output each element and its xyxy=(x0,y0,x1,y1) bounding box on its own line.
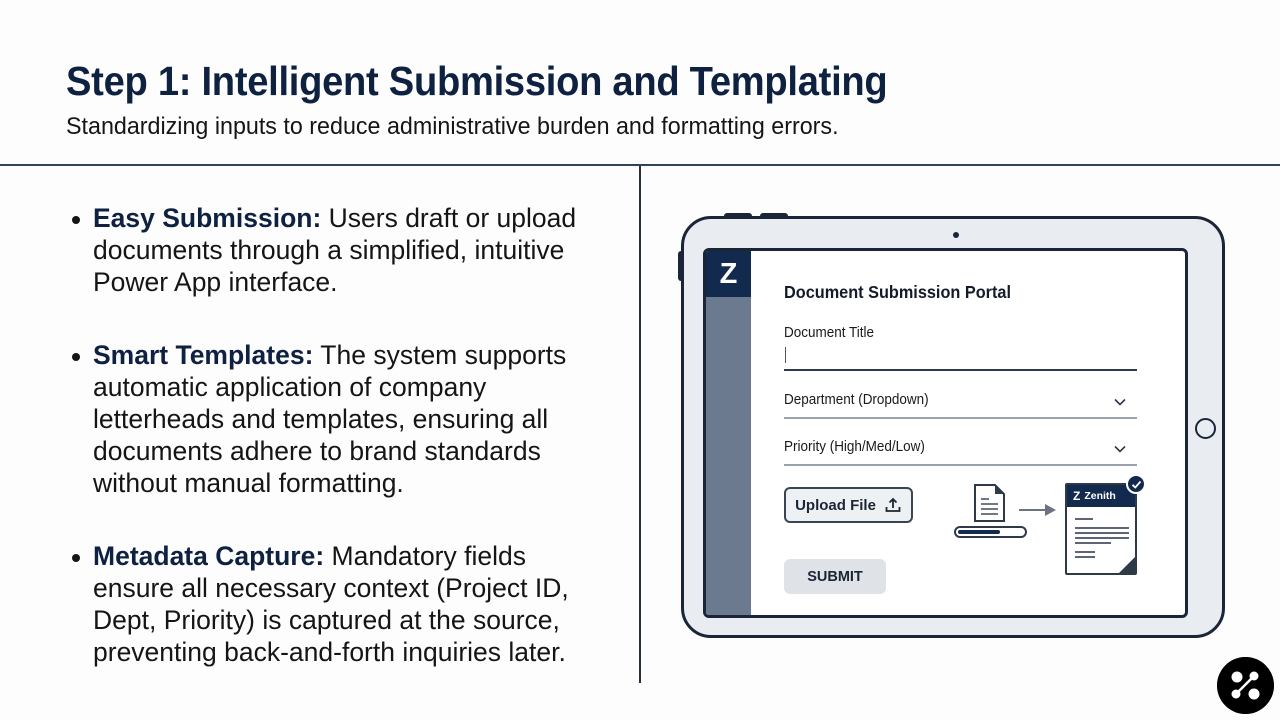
document-title-label: Document Title xyxy=(784,325,874,341)
tablet-illustration xyxy=(681,216,1225,638)
sidebar-rail xyxy=(706,251,751,615)
progress-fill xyxy=(958,530,1000,534)
portal-title: Document Submission Portal xyxy=(784,282,1011,302)
chevron-down-icon xyxy=(1113,395,1127,409)
page-fold-icon xyxy=(1119,557,1135,573)
camera-icon xyxy=(953,232,959,238)
upload-file-button[interactable]: Upload File xyxy=(784,487,913,523)
tablet-top-button xyxy=(760,213,788,218)
text-caret xyxy=(785,347,786,363)
feature-list xyxy=(70,202,610,709)
bullet-metadata-capture: Metadata Capture: Mandatory fields ensure all necessary context (Project ID, Dept, Priority) is captured at the source, preventing back-and-forth inquiries later. xyxy=(70,540,610,668)
arrow-right-icon xyxy=(1019,503,1057,517)
tablet-side-button xyxy=(678,251,683,281)
template-header: Z Zenith xyxy=(1067,485,1135,507)
upload-progress-bar xyxy=(954,526,1027,538)
department-dropdown[interactable]: Department (Dropdown) xyxy=(784,392,929,408)
department-underline xyxy=(784,417,1137,419)
slide-subtitle: Standardizing inputs to reduce administrative burden and formatting errors. xyxy=(66,113,839,140)
priority-dropdown[interactable]: Priority (High/Med/Low) xyxy=(784,439,925,455)
chevron-down-icon xyxy=(1113,442,1127,456)
document-icon xyxy=(973,483,1006,523)
branded-template-document xyxy=(1065,483,1137,575)
document-title-underline xyxy=(784,369,1137,371)
home-button-icon[interactable] xyxy=(1195,418,1216,439)
brand-logo-icon xyxy=(1217,657,1274,714)
tablet-top-button xyxy=(724,213,752,218)
document-title-input[interactable] xyxy=(784,345,1137,369)
column-divider xyxy=(639,166,641,683)
zenith-logo: Z xyxy=(706,251,751,297)
priority-underline xyxy=(784,464,1137,466)
bullet-smart-templates: Smart Templates: The system supports automatic application of company letterheads and templates, ensuring all documents adhere to brand standards without manual formatting. xyxy=(70,339,610,499)
upload-icon xyxy=(884,496,902,514)
bullet-easy-submission: Easy Submission: Users draft or upload documents through a simplified, intuitive Power App interface. xyxy=(70,202,610,298)
portal-screen xyxy=(703,248,1188,618)
check-badge-icon xyxy=(1126,474,1146,494)
slide-title: Step 1: Intelligent Submission and Templating xyxy=(66,58,888,104)
submit-button[interactable]: SUBMIT xyxy=(784,559,886,594)
